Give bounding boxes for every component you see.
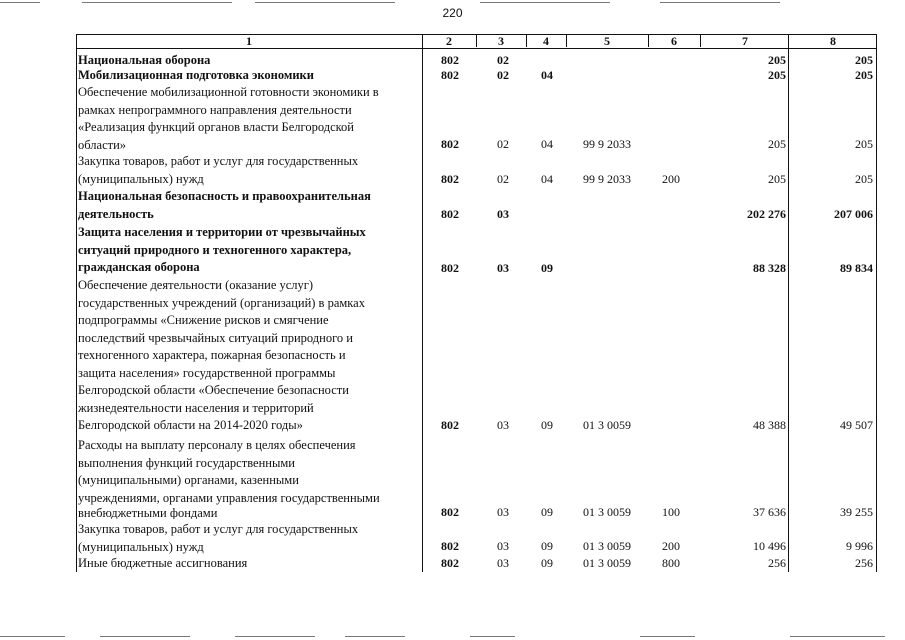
cell-col-5: 01 3 0059 [583, 556, 631, 570]
cell-col-2: 802 [441, 53, 459, 67]
cell-col-5: 99 9 2033 [583, 172, 631, 186]
table-row [0, 67, 905, 85]
row-name-line: Обеспечение деятельности (оказание услуг) [78, 278, 314, 292]
row-name [78, 84, 422, 154]
column-rule [476, 34, 477, 47]
scan-mark [100, 636, 190, 637]
cell-col-5: 01 3 0059 [583, 539, 631, 553]
page-number: 220 [442, 6, 463, 20]
cell-col-4: 09 [541, 505, 553, 519]
row-name-line: Национальная безопасность и правоохранительная [78, 189, 371, 203]
row-name-line: (муниципальных) нужд [78, 171, 204, 186]
cell-col-3: 03 [497, 505, 509, 519]
cell-col-4: 09 [541, 418, 553, 432]
cell-col-7: 205 [768, 53, 786, 67]
scan-mark [480, 2, 610, 3]
cell-col-5: 01 3 0059 [583, 505, 631, 519]
cell-col-8: 9 996 [846, 539, 873, 553]
scan-mark [0, 2, 40, 3]
header-col-2: 2 [446, 34, 452, 48]
row-name-line: гражданская оборона [78, 260, 200, 274]
cell-col-7: 256 [768, 556, 786, 570]
cell-col-7: 37 636 [753, 505, 786, 519]
row-name-line: Защита населения и территории от чрезвычайных [78, 225, 366, 239]
cell-col-7: 10 496 [753, 539, 786, 553]
row-name-line: государственных учреждений (организаций) в рамках [78, 295, 365, 310]
cell-col-2: 802 [441, 505, 459, 519]
cell-col-2: 802 [441, 137, 459, 151]
cell-col-4: 04 [541, 137, 553, 151]
cell-col-4: 09 [541, 556, 553, 570]
table-row [0, 224, 905, 277]
cell-col-8: 256 [855, 556, 873, 570]
row-name-line: выполнения функций государственными [78, 455, 295, 470]
scan-mark [235, 636, 315, 637]
header-col-5: 5 [604, 34, 610, 48]
header-col-3: 3 [498, 34, 504, 48]
cell-col-3: 02 [497, 68, 509, 82]
table-row [0, 437, 905, 525]
cell-col-6: 200 [662, 172, 680, 186]
row-name-line: Расходы на выплату персоналу в целях обеспечения [78, 438, 356, 452]
row-name [78, 153, 422, 188]
row-name-line: Закупка товаров, работ и услуг для государственных [78, 522, 359, 536]
scan-mark [0, 636, 65, 637]
cell-col-7: 202 276 [747, 207, 786, 221]
scan-mark [345, 636, 405, 637]
column-rule [566, 34, 567, 47]
cell-col-8: 207 006 [834, 207, 873, 221]
row-name-line: области» [78, 137, 127, 152]
scan-mark [82, 2, 232, 3]
cell-col-8: 89 834 [840, 261, 873, 275]
scan-mark [470, 636, 515, 637]
cell-col-7: 205 [768, 172, 786, 186]
table-row [0, 153, 905, 188]
row-name-line: Белгородской области на 2014-2020 годы» [78, 418, 303, 432]
row-name-line: Закупка товаров, работ и услуг для государственных [78, 154, 359, 168]
cell-col-2: 802 [441, 172, 459, 186]
cell-col-2: 802 [441, 539, 459, 553]
row-name-line: Обеспечение мобилизационной готовности экономики в [78, 85, 379, 99]
row-name-line: Белгородской области «Обеспечение безопасности [78, 383, 349, 397]
cell-col-8: 205 [855, 137, 873, 151]
cell-col-3: 02 [497, 53, 509, 67]
cell-col-3: 02 [497, 172, 509, 186]
column-rule [648, 34, 649, 47]
cell-col-5: 01 3 0059 [583, 418, 631, 432]
cell-col-4: 04 [541, 172, 553, 186]
row-name [78, 67, 422, 85]
cell-col-6: 800 [662, 556, 680, 570]
cell-col-8: 205 [855, 68, 873, 82]
table-row [0, 188, 905, 223]
table-row [0, 84, 905, 154]
scan-mark [660, 2, 780, 3]
row-name-line: Мобилизационная подготовка экономики [78, 68, 314, 82]
row-name-line: техногенного характера, пожарная безопасность и [78, 348, 346, 362]
cell-col-4: 09 [541, 261, 553, 275]
row-name-line: (муниципальных) нужд [78, 539, 204, 554]
row-name-line: рамках непрограммного направления деятельности [78, 102, 352, 117]
cell-col-2: 802 [441, 418, 459, 432]
cell-col-2: 802 [441, 556, 459, 570]
scan-mark [790, 636, 885, 637]
cell-col-8: 49 507 [840, 418, 873, 432]
cell-col-6: 100 [662, 505, 680, 519]
row-name-line: «Реализация функций органов власти Белгородской [78, 120, 355, 134]
row-name [78, 188, 422, 223]
row-name-line: последствий чрезвычайных ситуаций природного и [78, 330, 353, 345]
column-rule [526, 34, 527, 47]
row-name-line: защита населения» государственной программы [78, 365, 336, 380]
cell-col-4: 04 [541, 68, 553, 82]
cell-col-2: 802 [441, 207, 459, 221]
cell-col-6: 200 [662, 539, 680, 553]
cell-col-3: 03 [497, 207, 509, 221]
row-name-line: Иные бюджетные ассигнования [78, 556, 248, 570]
scan-mark [640, 636, 695, 637]
header-col-1: 1 [246, 34, 252, 48]
cell-col-3: 02 [497, 137, 509, 151]
column-rule [700, 34, 701, 47]
cell-col-8: 39 255 [840, 505, 873, 519]
cell-col-2: 802 [441, 68, 459, 82]
row-name-line: жизнедеятельности населения и территорий [78, 400, 314, 415]
cell-col-3: 03 [497, 261, 509, 275]
row-name-line: деятельность [78, 206, 154, 221]
cell-col-3: 03 [497, 556, 509, 570]
cell-col-3: 03 [497, 418, 509, 432]
cell-col-7: 88 328 [753, 261, 786, 275]
header-col-6: 6 [671, 34, 677, 48]
row-name-line: подпрограммы «Снижение рисков и смягчение [78, 313, 329, 327]
row-name [78, 277, 422, 435]
row-name [78, 224, 422, 277]
scan-mark [255, 2, 395, 3]
cell-col-7: 205 [768, 137, 786, 151]
row-name-line: учреждениями, органами управления государственными [78, 490, 380, 505]
cell-col-8: 205 [855, 172, 873, 186]
header-col-7: 7 [742, 34, 748, 48]
cell-col-4: 09 [541, 539, 553, 553]
header-col-8: 8 [830, 34, 836, 48]
cell-col-7: 48 388 [753, 418, 786, 432]
cell-col-3: 03 [497, 539, 509, 553]
cell-col-5: 99 9 2033 [583, 137, 631, 151]
table-row [0, 521, 905, 556]
table-row [0, 555, 905, 573]
row-name-line: внебюджетными фондами [78, 506, 218, 519]
row-name-line: ситуаций природного и техногенного характера, [78, 242, 352, 257]
cell-col-8: 205 [855, 53, 873, 67]
row-name-line: (муниципальными) органами, казенными [78, 473, 299, 487]
header-col-4: 4 [543, 34, 549, 48]
row-name [78, 555, 422, 573]
cell-col-7: 205 [768, 68, 786, 82]
row-name-line: Национальная оборона [78, 53, 211, 67]
cell-col-2: 802 [441, 261, 459, 275]
row-name [78, 437, 422, 519]
table-row [0, 277, 905, 437]
row-name [78, 521, 422, 556]
